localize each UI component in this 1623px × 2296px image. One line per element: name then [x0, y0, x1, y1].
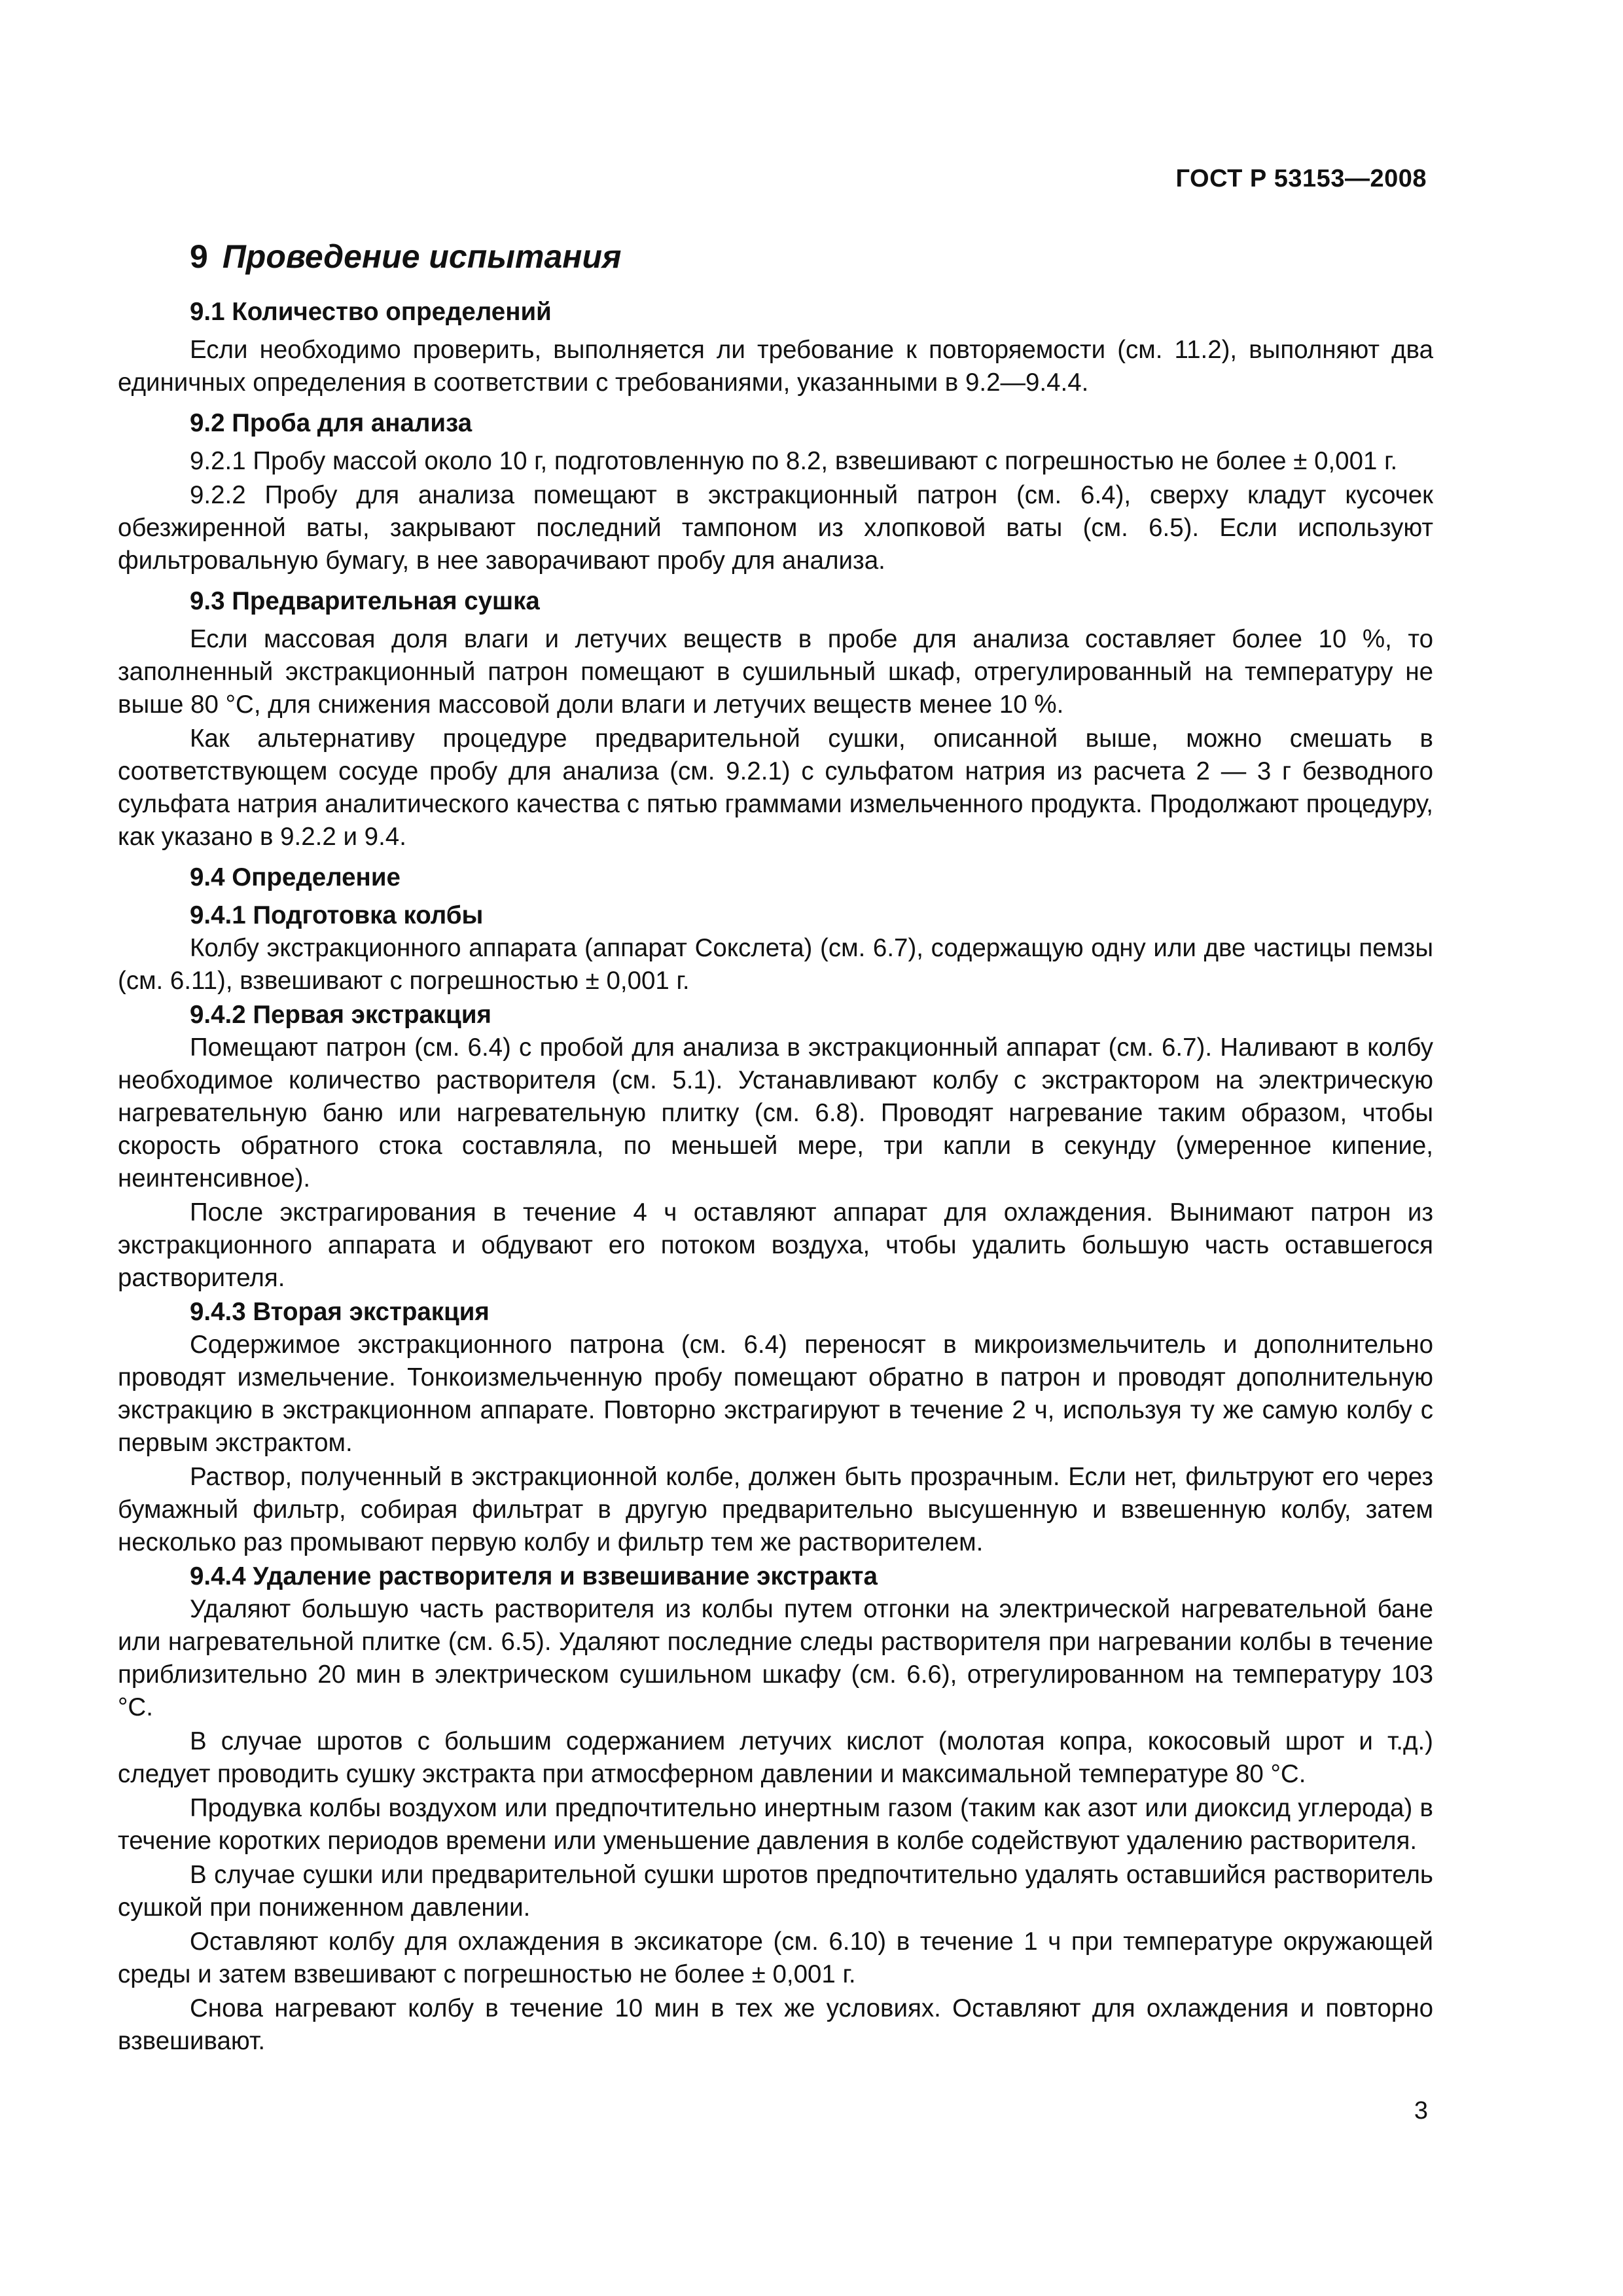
page-number: 3	[1414, 2097, 1428, 2125]
subsection-heading-9-4: 9.4 Определение	[190, 863, 401, 891]
subsection-heading-9-4-4: 9.4.4 Удаление растворителя и взвешивание экстракта	[190, 1562, 878, 1590]
paragraph: Содержимое экстракционного патрона (см. 6.4) переносят в микроизмельчитель и дополнительно проводят измельчение. Тонкоизмельченную пробу помещают обратно в патрон и проводят дополнительную экстракцию в экстракционном аппарате. Повторно экстрагируют в течение 2 ч, используя ту же самую колбу с первым экстрактом.	[118, 1331, 1433, 1457]
paragraph: Оставляют колбу для охлаждения в эксикаторе (см. 6.10) в течение 1 ч при температуре окружающей среды и затем взвешивают с погрешностью не более ± 0,001 г.	[118, 1928, 1433, 1988]
document-code: ГОСТ Р 53153—2008	[1175, 165, 1427, 192]
paragraph: Помещают патрон (см. 6.4) с пробой для анализа в экстракционный аппарат (см. 6.7). Наливают в колбу необходимое количество растворителя (см. 5.1). Устанавливают колбу с экстрактором на электрическую нагревательную баню или нагревательную плитку (см. 6.8). Проводят нагревание таким образом, чтобы скорость обратного стока составляла, по меньшей мере, три капли в секунду (умеренное кипение, неинтенсивное).	[118, 1033, 1433, 1193]
section-title: Проведение испытания	[222, 238, 622, 275]
paragraph: 9.2.1 Пробу массой около 10 г, подготовленную по 8.2, взвешивают с погрешностью не более ± 0,001 г.	[190, 447, 1398, 475]
paragraph: 9.2.2 Пробу для анализа помещают в экстракционный патрон (см. 6.4), сверху кладут кусочек обезжиренной ваты, закрывают последний тампоном из хлопковой ваты (см. 6.5). Если используют фильтровальную бумагу, в нее заворачивают пробу для анализа.	[118, 481, 1433, 575]
paragraph: В случае сушки или предварительной сушки шротов предпочтительно удалять оставшийся растворитель сушкой при пониженном давлении.	[118, 1861, 1433, 1922]
paragraph: Удаляют большую часть растворителя из колбы путем отгонки на электрической нагревательной бане или нагревательной плитке (см. 6.5). Удаляют последние следы растворителя при нагревании колбы в течение приблизительно 20 мин в электрическом сушильном шкафу (см. 6.6), отрегулированном на температуру 103 °С.	[118, 1595, 1433, 1721]
paragraph: Колбу экстракционного аппарата (аппарат Сокслета) (см. 6.7), содержащую одну или две частицы пемзы (см. 6.11), взвешивают с погрешностью ± 0,001 г.	[118, 934, 1433, 995]
subsection-heading-9-4-1: 9.4.1 Подготовка колбы	[190, 901, 484, 929]
subsection-heading-9-4-2: 9.4.2 Первая экстракция	[190, 1001, 491, 1029]
paragraph: Если массовая доля влаги и летучих веществ в пробе для анализа составляет более 10 %, то заполненный экстракционный патрон помещают в сушильный шкаф, отрегулированный на температуру не выше 80 °С, для снижения массовой доли влаги и летучих веществ менее 10 %.	[118, 625, 1433, 719]
paragraph: В случае шротов с большим содержанием летучих кислот (молотая копра, кокосовый шрот и т.д.) следует проводить сушку экстракта при атмосферном давлении и максимальной температуре 80 °С.	[118, 1727, 1433, 1788]
subsection-heading-9-2: 9.2 Проба для анализа	[190, 409, 473, 437]
paragraph: Продувка колбы воздухом или предпочтительно инертным газом (таким как азот или диоксид углерода) в течение коротких периодов времени или уменьшение давления в колбе содействуют удалению растворителя.	[118, 1794, 1433, 1855]
paragraph: Как альтернативу процедуре предварительной сушки, описанной выше, можно смешать в соответствующем сосуде пробу для анализа (см. 9.2.1) с сульфатом натрия из расчета 2 — 3 г безводного сульфата натрия аналитического качества с пятью граммами измельченного продукта. Продолжают процедуру, как указано в 9.2.2 и 9.4.	[118, 725, 1433, 851]
subsection-heading-9-4-3: 9.4.3 Вторая экстракция	[190, 1298, 490, 1326]
paragraph: Если необходимо проверить, выполняется ли требование к повторяемости (см. 11.2), выполняют два единичных определения в соответствии с требованиями, указанными в 9.2—9.4.4.	[118, 336, 1433, 397]
subsection-heading-9-1: 9.1 Количество определений	[190, 298, 552, 326]
paragraph: После экстрагирования в течение 4 ч оставляют аппарат для охлаждения. Вынимают патрон из экстракционного аппарата и обдувают его потоком воздуха, чтобы удалить большую часть оставшегося растворителя.	[118, 1198, 1433, 1292]
document-body	[118, 237, 1433, 2059]
paragraph: Снова нагревают колбу в течение 10 мин в тех же условиях. Оставляют для охлаждения и повторно взвешивают.	[118, 1994, 1433, 2055]
section-heading	[118, 237, 1433, 276]
section-number: 9	[190, 238, 208, 275]
subsection-heading-9-3: 9.3 Предварительная сушка	[190, 587, 540, 615]
paragraph: Раствор, полученный в экстракционной колбе, должен быть прозрачным. Если нет, фильтруют его через бумажный фильтр, собирая фильтрат в другую предварительно высушенную и взвешенную колбу, затем несколько раз промывают первую колбу и фильтр тем же растворителем.	[118, 1463, 1433, 1556]
